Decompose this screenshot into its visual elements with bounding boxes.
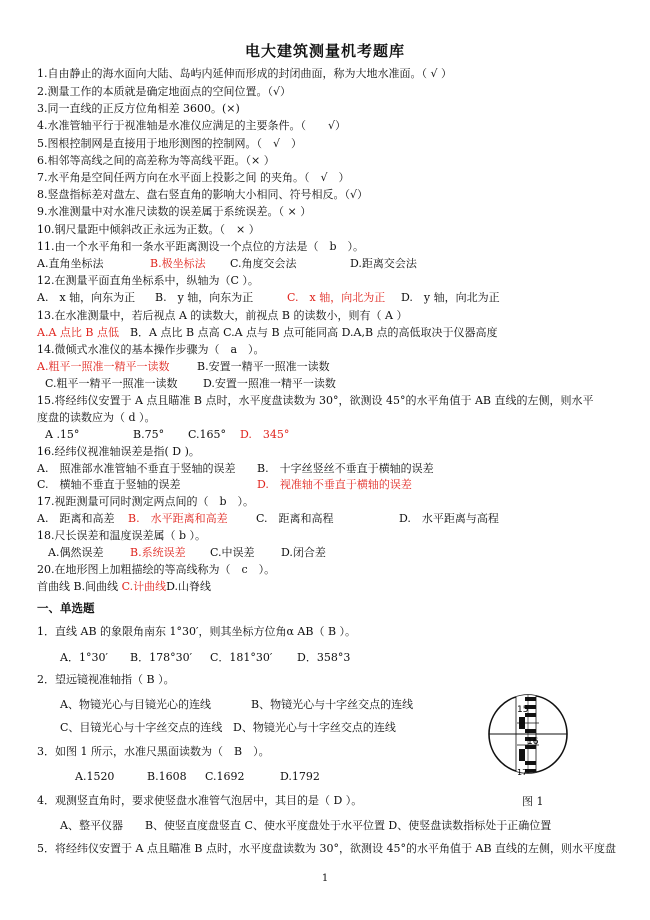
- question-15-stem-line2: 度盘的读数应为（ d ）。: [37, 411, 156, 424]
- question-9: 9.水准测量中对水准尺读数的误差属于系统误差。（ × ）: [37, 205, 312, 218]
- option-a: A. 照准部水准管轴不垂直于竖轴的误差: [37, 462, 236, 475]
- staff-label-17: 17: [517, 768, 528, 775]
- option-a-answer: A.粗平一照准一精平一读数: [37, 360, 170, 373]
- option-b: B.1608: [147, 770, 187, 783]
- option-d: D．358°3: [297, 651, 351, 664]
- question-15-stem-line1: 15.将经纬仪安置于 A 点且瞄准 B 点时，水平度盘读数为 30°，欲测设 45°的水平角值于 AB 直线的左侧，则水平: [37, 394, 594, 407]
- option-d: D.安置一照准一精平一读数: [203, 377, 336, 390]
- question-10: 10.钢尺量距中倾斜改正永远为正数。（ × ）: [37, 223, 260, 236]
- option-b-answer: B. 水平距离和高差: [128, 512, 228, 525]
- option-c: C.165°: [188, 428, 227, 441]
- question-7: 7.水平角是空间任两方向在水平面上投影之间 的夹角。（ √ ）: [37, 171, 350, 184]
- option-d: D.1792: [280, 770, 320, 783]
- option-c: C.粗平一精平一照准一读数: [45, 377, 178, 390]
- option-b-answer: B.极坐标法: [150, 257, 206, 270]
- option-d: D.山脊线: [166, 580, 212, 593]
- option-b: B．178°30′: [130, 651, 193, 664]
- option-a: A. x 轴，向东为正: [37, 291, 136, 304]
- option-c: C.角度交会法: [230, 257, 297, 270]
- single-choice-5-stem: 5．将经纬仪安置于 A 点且瞄准 B 点时，水平度盘读数为 30°，欲测设 45°的水平角值于 AB 直线的左侧，则水平度盘: [37, 842, 617, 855]
- option-d-answer: D. 345°: [240, 428, 290, 441]
- staff-label-15: 15: [517, 705, 529, 715]
- question-8: 8.竖盘指标差对盘左、盘右竖直角的影响大小相同、符号相反。（√）: [37, 188, 369, 201]
- single-choice-1-stem: 1．直线 AB 的象限角南东 1°30′，则其坐标方位角α AB（ B ）。: [37, 625, 357, 638]
- option-b: B. y 轴，向东为正: [155, 291, 254, 304]
- option-a: A.1520: [75, 770, 115, 783]
- option-a: A．1°30′: [60, 651, 108, 664]
- leveling-staff-figure: [487, 693, 569, 775]
- question-13-options: [37, 325, 498, 340]
- question-16-stem: 16.经纬仪视准轴误差是指( D )。: [37, 445, 200, 458]
- option-a: A. 距离和高差: [37, 512, 115, 525]
- staff-label-16: 16: [527, 737, 539, 747]
- option-b: B.75°: [133, 428, 165, 441]
- option-d: D.距离交会法: [350, 257, 417, 270]
- single-choice-3-stem: 3．如图 1 所示，水准尺黑面读数为（ B ）。: [37, 745, 270, 758]
- option-c: C.中误差: [210, 546, 255, 559]
- option-d: D.闭合差: [281, 546, 326, 559]
- figure-caption: 图 1: [522, 795, 544, 808]
- option-a: A、物镜光心与目镜光心的连线: [60, 698, 211, 711]
- page-title: 电大建筑测量机考题库: [244, 42, 405, 60]
- options-rest: B．A 点比 B 点高 C.A 点与 B 点可能同高 D.A,B 点的高低取决于仪器高度: [118, 326, 498, 339]
- section-heading: 一、单选题: [37, 601, 95, 615]
- option-a-answer: A.A 点比 B 点低: [37, 326, 119, 339]
- option-d-answer: D. 视准轴不垂直于横轴的误差: [257, 478, 412, 491]
- question-3: 3.同一直线的正反方位角相差 3600。(×): [37, 102, 240, 115]
- option-c: C.1692: [205, 770, 245, 783]
- question-20-stem: 20.在地形图上加粗描绘的等高线称为（ c ）。: [37, 563, 276, 576]
- question-6: 6.相邻等高线之间的高差称为等高线平距。（× ）: [37, 154, 275, 167]
- option-c-answer: C.计曲线: [121, 580, 167, 593]
- option-c-answer: C. x 轴，向北为正: [287, 291, 386, 304]
- single-choice-4-stem: 4．观测竖直角时，要求使竖盘水准管气泡居中，其目的是（ D ）。: [37, 794, 363, 807]
- option-c: C. 横轴不垂直于竖轴的误差: [37, 478, 181, 491]
- question-18-stem: 18.尺长误差和温度误差属（ b ）。: [37, 529, 207, 542]
- option-b: B.安置一精平一照准一读数: [197, 360, 330, 373]
- option-d: D. y 轴，向北为正: [401, 291, 500, 304]
- question-12-stem: 12.在测量平面直角坐标系中，纵轴为（C ）。: [37, 274, 259, 287]
- option-a: A .15°: [45, 428, 80, 441]
- single-choice-2-stem: 2．望远镜视准轴指（ B ）。: [37, 673, 175, 686]
- option-a: A.偶然误差: [48, 546, 104, 559]
- question-13-stem: 13.在水准测量中，若后视点 A 的读数大，前视点 B 的读数小，则有（ A ）: [37, 309, 408, 322]
- question-4: 4.水准管轴平行于视准轴是水准仪应满足的主要条件。（ √）: [37, 119, 347, 132]
- question-5: 5.图根控制网是直接用于地形测图的控制网。（ √ ）: [37, 137, 303, 150]
- option-c: C、目镜光心与十字丝交点的连线: [60, 721, 223, 734]
- option-b-answer: B.系统误差: [130, 546, 186, 559]
- question-20-options: [37, 579, 211, 594]
- option-a-b: 首曲线 B.间曲线: [37, 580, 119, 593]
- question-1: 1.自由静止的海水面向大陆、岛屿内延伸而形成的封闭曲面，称为大地水准面。（ √ ）: [37, 67, 452, 80]
- option-d: D、物镜光心与十字丝交点的连线: [233, 721, 396, 734]
- question-17-stem: 17.视距测量可同时测定两点间的（ b ）。: [37, 495, 255, 508]
- single-choice-4-options: A、整平仪器 B、使竖直度盘竖直 C、使水平度盘处于水平位置 D、使竖盘读数指标处于正确位置: [60, 819, 552, 832]
- option-b: B. 十字丝竖丝不垂直于横轴的误差: [257, 462, 434, 475]
- option-a: A.直角坐标法: [37, 257, 104, 270]
- option-c: C. 距离和高程: [256, 512, 334, 525]
- option-b: B、物镜光心与十字丝交点的连线: [251, 698, 414, 711]
- option-d: D. 水平距离与高程: [399, 512, 499, 525]
- option-c: C．181°30′: [210, 651, 273, 664]
- page-number: 1: [321, 873, 329, 884]
- question-14-stem: 14.微倾式水准仪的基本操作步骤为（ a ）。: [37, 343, 265, 356]
- question-2: 2.测量工作的本质就是确定地面点的空间位置。（√）: [37, 85, 292, 98]
- question-11-stem: 11.由一个水平角和一条水平距离测设一个点位的方法是（ b ）。: [37, 240, 365, 253]
